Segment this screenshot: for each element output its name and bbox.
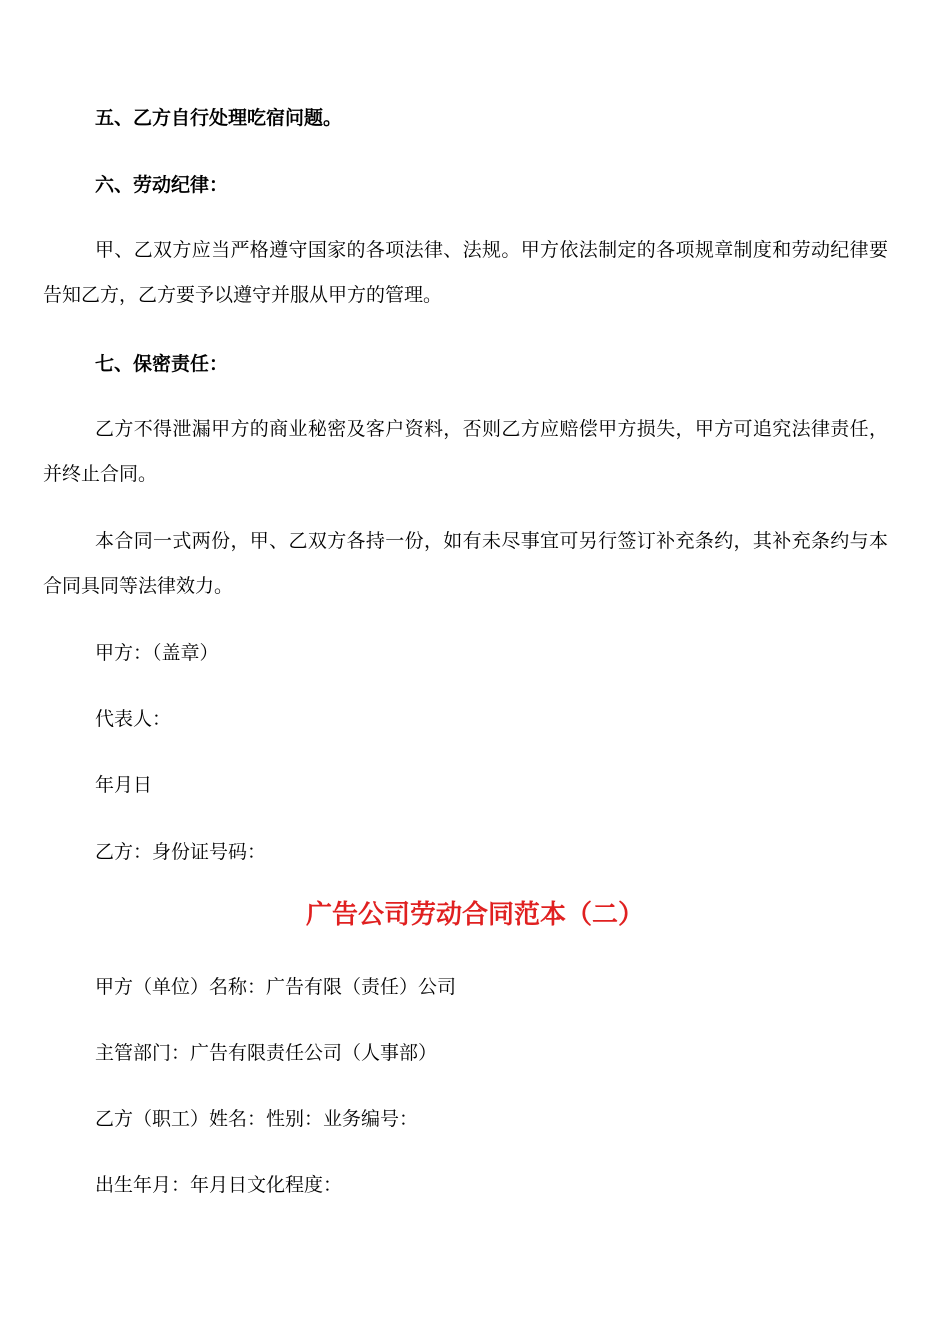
department-line: 主管部门：广告有限责任公司（人事部） xyxy=(95,1042,438,1064)
section-5-heading: 五、乙方自行处理吃宿问题。 xyxy=(95,107,343,129)
birth-education-line: 出生年月：年月日文化程度： xyxy=(95,1174,343,1196)
date-line: 年月日 xyxy=(95,774,153,796)
section-7-body: 乙方不得泄漏甲方的商业秘密及客户资料，否则乙方应赔偿甲方损失，甲方可追究法律责任，并终止合同。 xyxy=(43,418,888,485)
representative-line: 代表人： xyxy=(95,708,172,730)
party-a-signature: 甲方：（盖章） xyxy=(95,642,219,664)
employee-info-line: 乙方（职工）姓名：性别：业务编号： xyxy=(95,1108,419,1130)
contract-2-title: 广告公司劳动合同范本（二） xyxy=(305,900,644,930)
employer-name-line: 甲方（单位）名称：广告有限（责任）公司 xyxy=(95,976,457,998)
section-6-heading: 六、劳动纪律： xyxy=(95,174,229,196)
section-7-heading: 七、保密责任： xyxy=(95,353,229,375)
closing-paragraph: 本合同一式两份，甲、乙双方各持一份，如有未尽事宜可另行签订补充条约，其补充条约与本合同具同等法律效力。 xyxy=(43,530,888,597)
party-b-line: 乙方：身份证号码： xyxy=(95,841,267,863)
section-6-body: 甲、乙双方应当严格遵守国家的各项法律、法规。甲方依法制定的各项规章制度和劳动纪律要告知乙方，乙方要予以遵守并服从甲方的管理。 xyxy=(43,239,888,306)
